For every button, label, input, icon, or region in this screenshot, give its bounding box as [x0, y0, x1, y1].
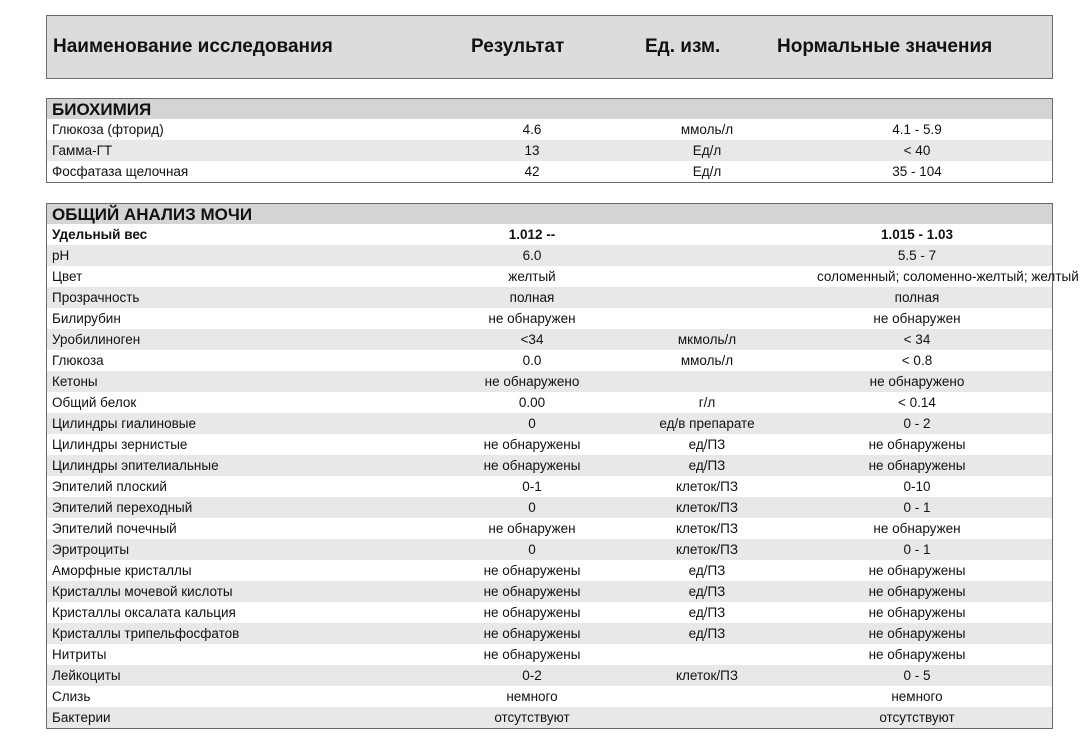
normal-range: не обнаружен [873, 311, 961, 326]
test-name: Лейкоциты [52, 668, 121, 683]
test-name: Билирубин [52, 311, 121, 326]
test-name: Эпителий плоский [52, 479, 167, 494]
result-value: 0.00 [518, 395, 546, 410]
table-row [47, 224, 1052, 245]
table-row [47, 581, 1052, 602]
table-row [47, 119, 1052, 140]
normal-range: не обнаружены [868, 437, 966, 452]
result-value: 1.012 -- [508, 227, 556, 242]
result-value: 0 [528, 500, 536, 515]
unit: клеток/ПЗ [675, 542, 739, 557]
test-name: Прозрачность [52, 290, 140, 305]
test-name: Эпителий переходный [52, 500, 193, 515]
test-name: Аморфные кристаллы [52, 563, 192, 578]
normal-range: 0 - 5 [903, 668, 931, 683]
header-normal-values: Нормальные значения [777, 36, 993, 57]
normal-range: 0 - 1 [903, 542, 931, 557]
section-biochemistry [46, 98, 1053, 183]
unit: Ед/л [692, 164, 722, 179]
test-name: Бактерии [52, 710, 111, 725]
table-row [47, 518, 1052, 539]
unit: клеток/ПЗ [675, 500, 739, 515]
table-row [47, 476, 1052, 497]
unit: клеток/ПЗ [675, 521, 739, 536]
normal-range: 1.015 - 1.03 [880, 227, 954, 242]
header-result: Результат [471, 36, 565, 57]
result-value: не обнаружены [483, 584, 581, 599]
normal-range: соломенный; соломенно-желтый; желтый [817, 269, 1079, 284]
normal-range: не обнаружены [868, 605, 966, 620]
result-value: не обнаружены [483, 563, 581, 578]
test-name: Глюкоза (фторид) [52, 122, 164, 137]
table-row [47, 371, 1052, 392]
unit: ммоль/л [680, 122, 734, 137]
table-row [47, 686, 1052, 707]
normal-range: 0 - 1 [903, 500, 931, 515]
test-name: Кристаллы трипельфосфатов [52, 626, 240, 641]
section-urinalysis [46, 203, 1079, 729]
result-value: не обнаружены [483, 626, 581, 641]
unit: ед/ПЗ [688, 584, 726, 599]
unit: ед/ПЗ [688, 458, 726, 473]
test-name: Цилиндры гиалиновые [52, 416, 196, 431]
normal-range: отсутствуют [879, 710, 955, 725]
test-name: Цвет [52, 269, 83, 284]
table-row [47, 560, 1052, 581]
test-name: Цилиндры зернистые [52, 437, 188, 452]
normal-range: < 0.8 [901, 353, 933, 368]
normal-range: не обнаружены [868, 584, 966, 599]
result-value: 6.0 [522, 248, 542, 263]
test-name: Кристаллы мочевой кислоты [52, 584, 233, 599]
unit: ед/ПЗ [688, 626, 726, 641]
table-row [47, 350, 1052, 371]
normal-range: не обнаружены [868, 647, 966, 662]
table-row [47, 665, 1052, 686]
column-header [46, 15, 1053, 79]
result-value: желтый [508, 269, 556, 284]
unit: ед/ПЗ [688, 563, 726, 578]
table-row [47, 434, 1052, 455]
result-value: 0 [528, 416, 536, 431]
normal-range: < 34 [903, 332, 931, 347]
normal-range: не обнаружен [873, 521, 961, 536]
result-value: полная [509, 290, 555, 305]
header-unit: Ед. изм. [645, 36, 721, 57]
normal-range: 35 - 104 [892, 164, 942, 179]
unit: Ед/л [692, 143, 722, 158]
unit: ед/ПЗ [688, 437, 726, 452]
section-title: ОБЩИЙ АНАЛИЗ МОЧИ [47, 204, 1052, 224]
test-name: Эпителий почечный [52, 521, 177, 536]
table-row [47, 623, 1052, 644]
table-row [47, 644, 1052, 665]
normal-range: 4.1 - 5.9 [892, 122, 942, 137]
result-value: <34 [520, 332, 544, 347]
test-name: Кетоны [52, 374, 98, 389]
result-value: 4.6 [522, 122, 542, 137]
normal-range: не обнаружены [868, 626, 966, 641]
table-row [47, 140, 1052, 161]
normal-range: 5.5 - 7 [897, 248, 937, 263]
result-value: 0.0 [522, 353, 542, 368]
result-value: 42 [524, 164, 540, 179]
result-value: 13 [524, 143, 540, 158]
result-value: не обнаружено [484, 374, 580, 389]
table-row [47, 455, 1052, 476]
test-name: Глюкоза [52, 353, 104, 368]
table-row [47, 539, 1052, 560]
unit: клеток/ПЗ [675, 668, 739, 683]
test-name: Слизь [52, 689, 91, 704]
normal-range: полная [894, 290, 940, 305]
test-name: Гамма-ГТ [52, 143, 113, 158]
result-value: не обнаружены [483, 605, 581, 620]
test-name: Уробилиноген [52, 332, 141, 347]
table-row [47, 245, 1052, 266]
table-row [47, 308, 1052, 329]
test-name: Цилиндры эпителиальные [52, 458, 219, 473]
unit: мкмоль/л [677, 332, 737, 347]
test-name: pH [52, 248, 70, 263]
normal-range: 0-10 [903, 479, 931, 494]
normal-range: не обнаружены [868, 563, 966, 578]
header-test-name: Наименование исследования [53, 36, 333, 57]
test-name: Нитриты [52, 647, 107, 662]
table-row [47, 392, 1052, 413]
table-row [47, 266, 1079, 287]
table-row [47, 329, 1052, 350]
table-row [47, 287, 1052, 308]
normal-range: < 40 [903, 143, 931, 158]
table-row [47, 413, 1052, 434]
result-value: не обнаружены [483, 647, 581, 662]
table-row [47, 602, 1052, 623]
result-value: отсутствуют [494, 710, 570, 725]
normal-range: немного [891, 689, 943, 704]
test-name: Удельный вес [52, 227, 148, 242]
unit: ед/ПЗ [688, 605, 726, 620]
result-value: 0-2 [522, 668, 542, 683]
result-value: не обнаружен [488, 311, 576, 326]
unit: клеток/ПЗ [675, 479, 739, 494]
unit: г/л [698, 395, 716, 410]
normal-range: не обнаружено [869, 374, 965, 389]
table-row [47, 161, 1052, 182]
test-name: Кристаллы оксалата кальция [52, 605, 236, 620]
normal-range: 0 - 2 [903, 416, 931, 431]
result-value: не обнаружены [483, 437, 581, 452]
test-name: Общий белок [52, 395, 137, 410]
result-value: не обнаружены [483, 458, 581, 473]
unit: ммоль/л [680, 353, 734, 368]
result-value: не обнаружен [488, 521, 576, 536]
result-value: немного [506, 689, 558, 704]
test-name: Фосфатаза щелочная [52, 164, 189, 179]
table-row [47, 497, 1052, 518]
normal-range: < 0.14 [898, 395, 936, 410]
result-value: 0 [528, 542, 536, 557]
section-title: БИОХИМИЯ [47, 99, 1052, 119]
table-row [47, 707, 1052, 728]
result-value: 0-1 [522, 479, 542, 494]
unit: ед/в препарате [659, 416, 755, 431]
test-name: Эритроциты [52, 542, 130, 557]
normal-range: не обнаружены [868, 458, 966, 473]
